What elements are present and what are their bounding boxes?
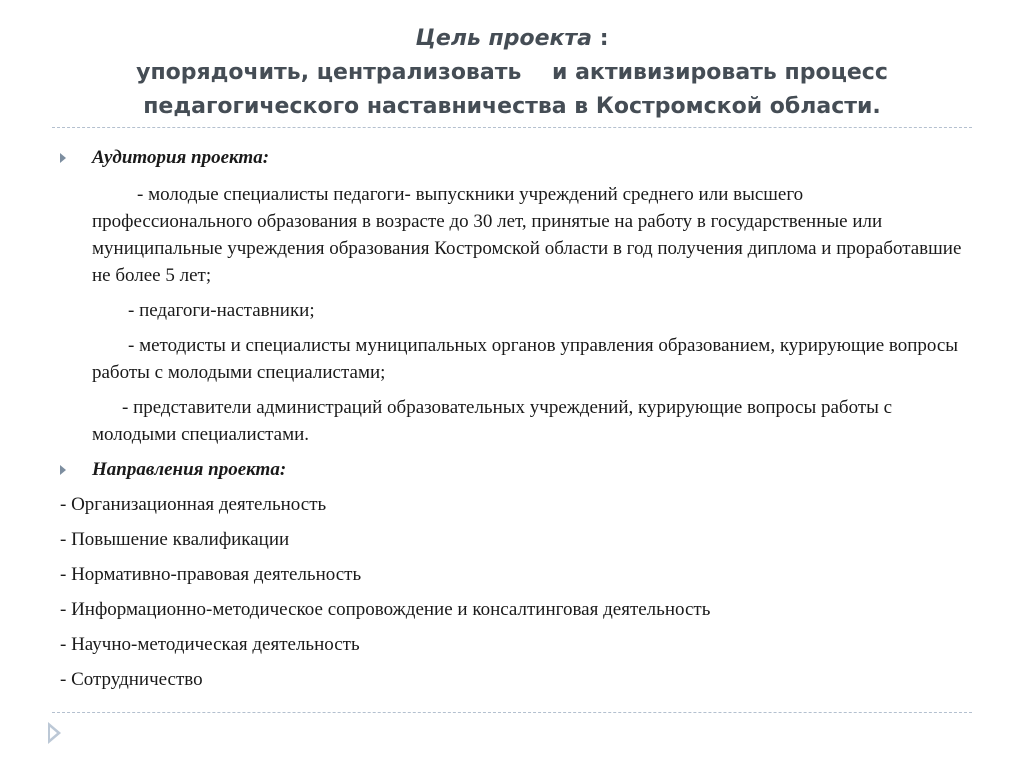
- direction-item: - Научно-методическая деятельность: [60, 634, 360, 655]
- direction-item: - Организационная деятельность: [60, 494, 327, 515]
- direction-item: - Сотрудничество: [60, 669, 203, 690]
- title-line-1: [40, 22, 984, 56]
- audience-heading-row: [0, 144, 1024, 171]
- slide-title: [40, 22, 984, 124]
- top-divider: [52, 127, 972, 128]
- directions-heading-row: [0, 456, 1024, 483]
- bullet-arrow-icon: [60, 465, 66, 475]
- title-label: Цель проекта: [415, 26, 593, 51]
- audience-heading: Аудитория проекта:: [92, 147, 270, 168]
- bullet-arrow-icon: [60, 153, 66, 163]
- directions-heading: Направления проекта:: [92, 459, 287, 480]
- direction-item: - Повышение квалификации: [60, 529, 290, 550]
- next-slide-arrow-icon[interactable]: [48, 722, 61, 744]
- direction-item: - Нормативно-правовая деятельность: [60, 564, 362, 585]
- title-colon: :: [592, 26, 609, 51]
- title-line-3: педагогического наставничества в Костромской области.: [143, 94, 881, 119]
- direction-item: - Информационно-методическое сопровождение и консалтинговая деятельность: [60, 599, 711, 620]
- slide-content: [0, 144, 1024, 693]
- bottom-divider: [52, 712, 972, 713]
- audience-item: - представители администраций образовательных учреждений, курирующие вопросы работы с молодыми специалистами.: [92, 397, 893, 445]
- audience-item: - педагоги-наставники;: [128, 300, 315, 321]
- audience-item: - методисты и специалисты муниципальных органов управления образованием, курирующие вопросы работы с молодыми специалистами;: [92, 335, 959, 383]
- title-line-2: упорядочить, централизовать и активизировать процесс: [136, 60, 888, 85]
- audience-item: - молодые специалисты педагоги- выпускники учреждений среднего или высшего профессионального образования в возрасте до 30 лет, принятые на работу в государственные или муниципальные учреждения образования Костромской области в год получения диплома и проработавшие не более 5 лет;: [92, 184, 962, 286]
